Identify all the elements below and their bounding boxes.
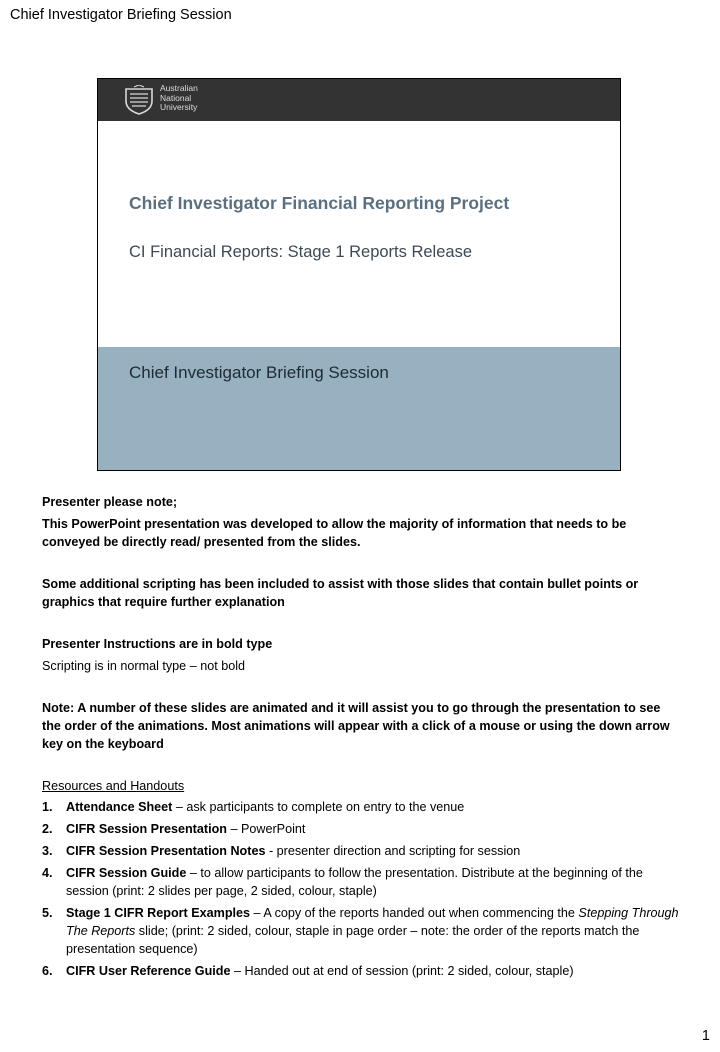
university-crest-icon — [122, 85, 156, 115]
list-item-text: – A copy of the reports handed out when commencing the — [250, 906, 579, 920]
list-item — [42, 798, 682, 816]
university-name-line-3: University — [160, 102, 198, 112]
list-item-title: CIFR Session Presentation — [66, 822, 227, 836]
list-item-text-2: slide; (print: 2 sided, colour, staple in page order – note: the order of the reports match the presentation sequence) — [66, 924, 640, 956]
notes-instructions-bold: Presenter Instructions are in bold type — [42, 637, 273, 651]
university-name-line-1: Australian — [160, 83, 198, 93]
notes-scripting-normal: Scripting is in normal type – not bold — [42, 659, 246, 673]
notes-paragraph-scripting: Some additional scripting has been included to assist with those slides that contain bullet points or graphics that require further explanation — [42, 577, 639, 609]
slide-title: Chief Investigator Financial Reporting Project — [129, 193, 510, 213]
list-item-text: - presenter direction and scripting for session — [265, 844, 521, 858]
list-item-title: CIFR Session Guide — [66, 866, 187, 880]
slide-thumbnail — [97, 78, 621, 471]
resources-list — [42, 798, 682, 980]
list-item-italic: Stepping Through The Reports — [66, 906, 679, 938]
list-item — [42, 904, 682, 958]
list-item-number: 4. — [42, 866, 53, 880]
slide-subtitle: CI Financial Reports: Stage 1 Reports Release — [129, 243, 473, 261]
list-item-number: 3. — [42, 844, 53, 858]
list-item-text: – ask participants to complete on entry to the venue — [172, 800, 465, 814]
presenter-notes — [42, 493, 682, 984]
notes-animation-note: Note: A number of these slides are animated and it will assist you to go through the presentation to see the order of the animations. Most animations will appear with a click of a mouse or using the down arrow key on the keyboard — [42, 701, 670, 751]
list-item-number: 1. — [42, 800, 53, 814]
list-item-number: 2. — [42, 822, 53, 836]
list-item-number: 6. — [42, 964, 53, 978]
university-name-line-2: National — [160, 92, 192, 103]
slide-band-text: Chief Investigator Briefing Session — [129, 363, 389, 382]
notes-paragraph-intro: This PowerPoint presentation was developed to allow the majority of information that needs to be conveyed be directly read/ presented from the slides. — [42, 517, 627, 549]
list-item-text: – to allow participants to follow the presentation. Distribute at the beginning of the session (print: 2 slides per page, 2 sided, colour, staple) — [66, 866, 643, 898]
page-header-title: Chief Investigator Briefing Session — [10, 7, 232, 23]
notes-heading: Presenter please note; — [42, 495, 178, 509]
list-item-text: – PowerPoint — [226, 822, 306, 836]
list-item-title: CIFR User Reference Guide — [66, 964, 231, 978]
list-item — [42, 962, 682, 980]
list-item-number: 5. — [42, 906, 53, 920]
list-item-text: – Handed out at end of session (print: 2 sided, colour, staple) — [230, 964, 574, 978]
list-item — [42, 820, 682, 838]
page-number: 1 — [701, 1028, 710, 1044]
list-item — [42, 864, 682, 900]
list-item-title: Stage 1 CIFR Report Examples — [66, 906, 251, 920]
slide-top-bar — [98, 79, 620, 121]
university-name — [160, 84, 198, 113]
list-item — [42, 842, 682, 860]
slide-bottom-band — [98, 347, 620, 471]
list-item-title: Attendance Sheet — [66, 800, 173, 814]
resources-heading: Resources and Handouts — [42, 779, 185, 793]
list-item-title: CIFR Session Presentation Notes — [66, 844, 266, 858]
